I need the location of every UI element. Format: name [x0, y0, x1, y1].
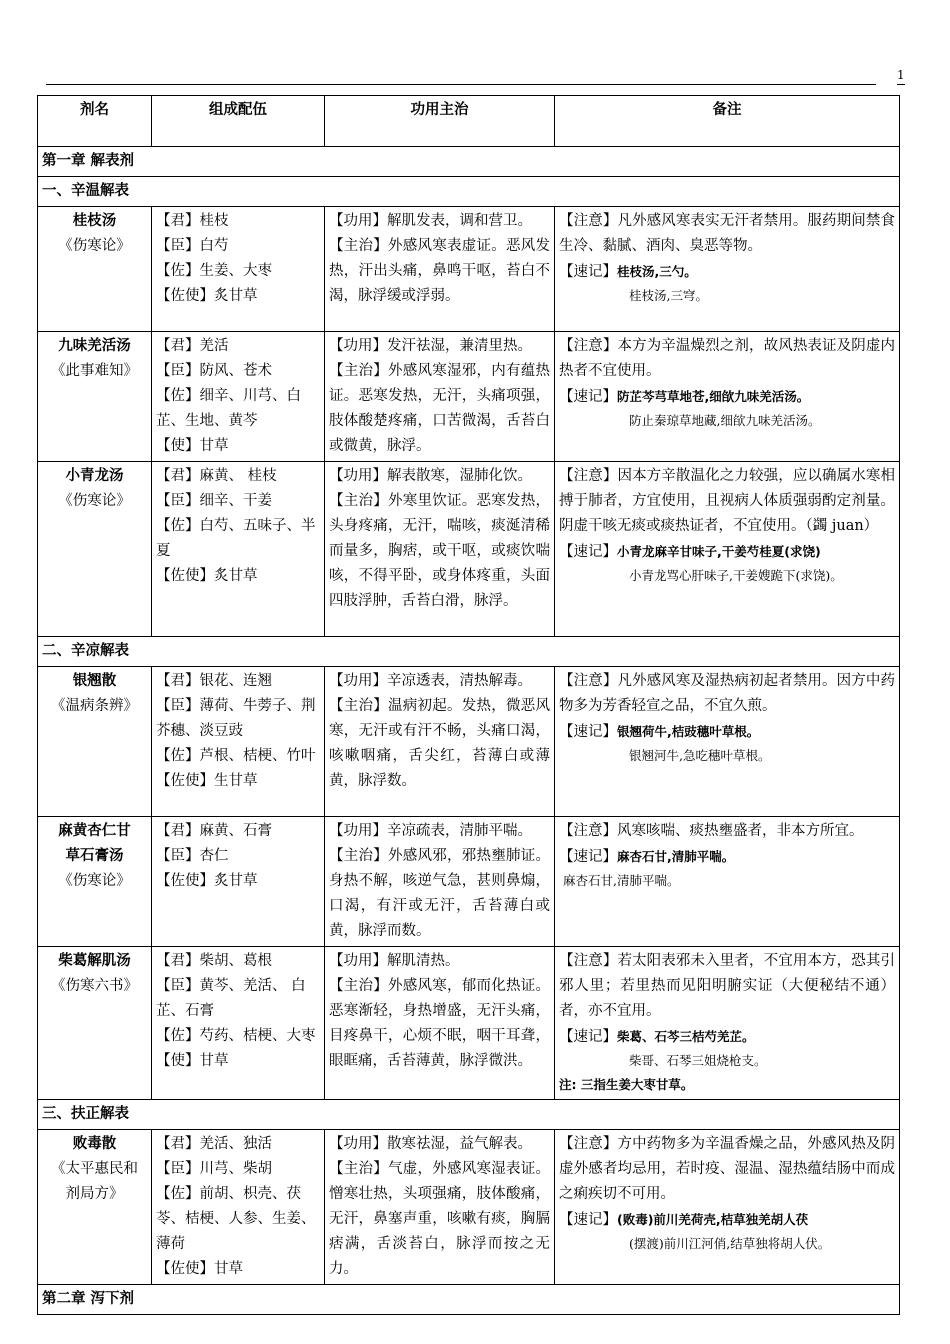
formula-name-line: 草石膏汤 [65, 848, 124, 864]
note-text: 【注意】凡外感风寒表实无汗者禁用。服药期间禁食生冷、黏腻、酒肉、臭恶等物。 [559, 213, 895, 254]
note-text: 【注意】凡外感风寒及湿热病初起者禁用。因方中药物多为芳香轻宣之品，不宜久煎。 [559, 673, 895, 714]
formula-table [37, 95, 900, 1315]
composition-cell [152, 947, 325, 1100]
composition-cell [152, 667, 325, 817]
chapter-row [38, 147, 900, 177]
formula-source: 《此事难知》 [51, 363, 138, 379]
function-text: 【功用】辛凉透表，清热解毒。 [329, 673, 532, 689]
formula-name: 败毒散 [72, 1136, 117, 1152]
composition-line: 【君】柴胡、葛根 [156, 953, 272, 969]
composition-line: 【佐使】炙甘草 [156, 873, 258, 889]
function-cell [325, 462, 555, 637]
indication-text: 【主治】气虚，外感风寒湿表证。憎寒壮热，头项强痛，肢体酸痛，无汗，鼻塞声重，咳嗽有痰，胸膈痞满，舌淡苔白，脉浮而按之无力。 [329, 1161, 550, 1277]
function-text: 【功用】解肌清热。 [329, 953, 460, 969]
function-cell [325, 207, 555, 332]
formula-source: 《温病条辨》 [51, 698, 138, 714]
notes-cell [555, 667, 900, 817]
mnemonic-sub: 银翘河牛,急吃穗叶草根。 [629, 748, 771, 763]
composition-line: 【臣】白芍 [156, 238, 229, 254]
header-function: 功用主治 [325, 96, 555, 147]
chapter-title: 第一章 解表剂 [38, 147, 900, 177]
formula-cell [38, 947, 152, 1100]
header-row [38, 96, 900, 147]
mnemonic-sub: (摆渡)前川江河俏,结草独将胡人伏。 [629, 1236, 831, 1251]
table-row [38, 1130, 900, 1285]
formula-cell [38, 667, 152, 817]
section-row [38, 1100, 900, 1130]
note-text: 【注意】风寒咳喘、痰热壅盛者，非本方所宜。 [559, 823, 864, 839]
function-text: 【功用】解表散寒，湿肺化饮。 [329, 468, 532, 484]
mnemonic-text: (败毒)前川羌荷壳,桔草独羌胡人茯 [617, 1212, 809, 1227]
composition-line: 【佐】芍药、桔梗、大枣 [156, 1028, 316, 1044]
header-notes: 备注 [555, 96, 900, 147]
header-name: 剂名 [38, 96, 152, 147]
extra-note: 注: 三指生姜大枣甘草。 [559, 1077, 694, 1092]
composition-cell [152, 1130, 325, 1285]
composition-line: 【使】甘草 [156, 438, 229, 454]
formula-source: 《伤寒论》 [58, 873, 131, 889]
composition-cell [152, 817, 325, 947]
header-composition: 组成配伍 [152, 96, 325, 147]
composition-line: 【君】桂枝 [156, 213, 229, 229]
composition-cell [152, 332, 325, 462]
section-title: 一、辛温解表 [38, 177, 900, 207]
composition-line: 【佐使】甘草 [156, 1261, 243, 1277]
function-text: 【功用】解肌发表，调和营卫。 [329, 213, 532, 229]
table-row [38, 817, 900, 947]
section-title: 三、扶正解表 [38, 1100, 900, 1130]
function-cell [325, 1130, 555, 1285]
composition-cell [152, 462, 325, 637]
composition-line: 【臣】黄芩、羌活、 白芷、石膏 [156, 978, 306, 1019]
notes-cell [555, 947, 900, 1100]
mnemonic-label: 【速记】 [559, 264, 617, 280]
composition-line: 【佐】细辛、川芎、白芷、生地、黄芩 [156, 388, 301, 429]
formula-cell [38, 817, 152, 947]
mnemonic-text: 小青龙麻辛甘味子,干姜芍桂夏(求饶) [617, 544, 821, 559]
composition-line: 【佐使】炙甘草 [156, 568, 258, 584]
composition-line: 【佐】生姜、大枣 [156, 263, 272, 279]
mnemonic-text: 防芷芩芎草地苍,细欿九味羌活汤。 [617, 389, 810, 404]
mnemonic-label: 【速记】 [559, 1212, 617, 1228]
notes-cell [555, 207, 900, 332]
indication-text: 【主治】外寒里饮证。恶寒发热，头身疼痛，无汗，喘咳，痰涎清稀而量多，胸痞，或干呕，或痰饮喘咳，不得平卧，或身体疼重，头面四肢浮肿，舌苔白滑，脉浮。 [329, 493, 550, 609]
note-text: 【注意】因本方辛散温化之力较强，应以确属水寒相搏于肺者，方宜使用，且视病人体质强弱酌定剂量。阴虚干咳无痰或痰热证者，不宜使用。（蠲 juan） [559, 468, 895, 534]
table-row [38, 462, 900, 637]
mnemonic-label: 【速记】 [559, 724, 617, 740]
mnemonic-label: 【速记】 [559, 849, 617, 865]
indication-text: 【主治】外感风寒表虚证。恶风发热，汗出头痛，鼻鸣干呕，苔白不渴，脉浮缓或浮弱。 [329, 238, 550, 304]
mnemonic-label: 【速记】 [559, 544, 617, 560]
composition-line: 【臣】细辛、干姜 [156, 493, 272, 509]
composition-line: 【使】甘草 [156, 1053, 229, 1069]
page-number: 1 [897, 68, 905, 82]
formula-name: 桂枝汤 [72, 213, 117, 229]
mnemonic-sub: 柴哥、石琴三姐烧枪支。 [629, 1053, 767, 1068]
header-rule [46, 84, 876, 85]
formula-source: 《伤寒六书》 [51, 978, 138, 994]
notes-cell [555, 817, 900, 947]
formula-source: 《伤寒论》 [58, 493, 131, 509]
composition-line: 【佐】前胡、枳壳、茯苓、桔梗、人参、生姜、薄荷 [156, 1186, 316, 1252]
mnemonic-sub: 小青龙骂心肝味子,干姜嫂跪下(求饶)。 [629, 568, 843, 583]
composition-cell [152, 207, 325, 332]
composition-line: 【臣】防风、苍术 [156, 363, 272, 379]
mnemonic-text: 柴葛、石芩三桔芍羌芷。 [617, 1029, 755, 1044]
composition-line: 【佐】白芍、五味子、半夏 [156, 518, 316, 559]
formula-name: 柴葛解肌汤 [58, 953, 131, 969]
composition-line: 【臣】杏仁 [156, 848, 229, 864]
function-text: 【功用】辛凉疏表，清肺平喘。 [329, 823, 532, 839]
indication-text: 【主治】外感风寒湿邪，内有蕴热证。恶寒发热，无汗，头痛项强，肢体酸楚疼痛，口苦微渴，舌苔白或微黄，脉浮。 [329, 363, 550, 454]
formula-name: 银翘散 [72, 673, 117, 689]
composition-line: 【君】麻黄、石膏 [156, 823, 272, 839]
mnemonic-sub: 麻杏石甘,清肺平喘。 [563, 873, 680, 888]
composition-line: 【君】羌活 [156, 338, 229, 354]
composition-line: 【君】羌活、独活 [156, 1136, 272, 1152]
composition-line: 【臣】薄荷、牛蒡子、荆芥穗、淡豆豉 [156, 698, 316, 739]
formula-name: 九味羌活汤 [58, 338, 131, 354]
mnemonic-text: 桂枝汤,三勺。 [617, 264, 697, 279]
function-cell [325, 332, 555, 462]
composition-line: 【佐使】生甘草 [156, 773, 258, 789]
function-cell [325, 667, 555, 817]
formula-name-line: 麻黄杏仁甘 [58, 823, 131, 839]
formula-source-line: 剂局方》 [65, 1186, 124, 1202]
mnemonic-sub: 桂枝汤,三穹。 [629, 288, 708, 303]
section-row [38, 177, 900, 207]
composition-line: 【佐】芦根、桔梗、竹叶 [156, 748, 316, 764]
function-cell [325, 947, 555, 1100]
mnemonic-sub: 防止秦琼草地藏,细欿九味羌活汤。 [629, 413, 821, 428]
indication-text: 【主治】外感风寒，郁而化热证。恶寒渐轻，身热增盛，无汗头痛，目疼鼻干，心烦不眠，咽干耳聋，眼眶痛，舌苔薄黄，脉浮微洪。 [329, 978, 550, 1069]
notes-cell [555, 1130, 900, 1285]
formula-cell [38, 1130, 152, 1285]
table-row [38, 667, 900, 817]
formula-cell [38, 207, 152, 332]
formula-name: 小青龙汤 [65, 468, 124, 484]
mnemonic-label: 【速记】 [559, 1029, 617, 1045]
composition-line: 【臣】川芎、柴胡 [156, 1161, 272, 1177]
composition-line: 【君】麻黄、 桂枝 [156, 468, 277, 484]
formula-source-line: 《太平惠民和 [51, 1161, 138, 1177]
table-row [38, 947, 900, 1100]
formula-cell [38, 332, 152, 462]
indication-text: 【主治】温病初起。发热，微恶风寒，无汗或有汗不畅，头痛口渴，咳嗽咽痛，舌尖红，苔薄白或薄黄，脉浮数。 [329, 698, 550, 789]
section-title: 二、辛凉解表 [38, 637, 900, 667]
composition-line: 【君】银花、连翘 [156, 673, 272, 689]
section-row [38, 637, 900, 667]
page-number-underline [897, 84, 905, 85]
note-text: 【注意】若太阳表邪未入里者，不宜用本方，恐其引邪人里；若里热而见阳明腑实证（大便秘结不通）者，亦不宜用。 [559, 953, 895, 1019]
mnemonic-text: 麻杏石甘,清肺平喘。 [617, 849, 735, 864]
mnemonic-label: 【速记】 [559, 389, 617, 405]
function-cell [325, 817, 555, 947]
mnemonic-text: 银翘荷牛,桔豉穗叶草根。 [617, 724, 760, 739]
table-row [38, 207, 900, 332]
indication-text: 【主治】外感风邪，邪热壅肺证。身热不解，咳逆气急，甚则鼻煽，口渴，有汗或无汗，舌苔薄白或黄，脉浮而数。 [329, 848, 550, 939]
function-text: 【功用】散寒祛湿，益气解表。 [329, 1136, 532, 1152]
composition-line: 【佐使】炙甘草 [156, 288, 258, 304]
note-text: 【注意】本方为辛温燥烈之剂，故风热表证及阴虚内热者不宜使用。 [559, 338, 895, 379]
formula-cell [38, 462, 152, 637]
notes-cell [555, 462, 900, 637]
table-row [38, 332, 900, 462]
formula-source: 《伤寒论》 [58, 238, 131, 254]
notes-cell [555, 332, 900, 462]
chapter-row [38, 1285, 900, 1315]
note-text: 【注意】方中药物多为辛温香燥之品，外感风热及阴虚外感者均忌用，若时疫、湿温、湿热蕴结肠中而成之痢疾切不可用。 [559, 1136, 895, 1202]
function-text: 【功用】发汗祛湿，兼清里热。 [329, 338, 532, 354]
chapter-title: 第二章 泻下剂 [38, 1285, 900, 1315]
